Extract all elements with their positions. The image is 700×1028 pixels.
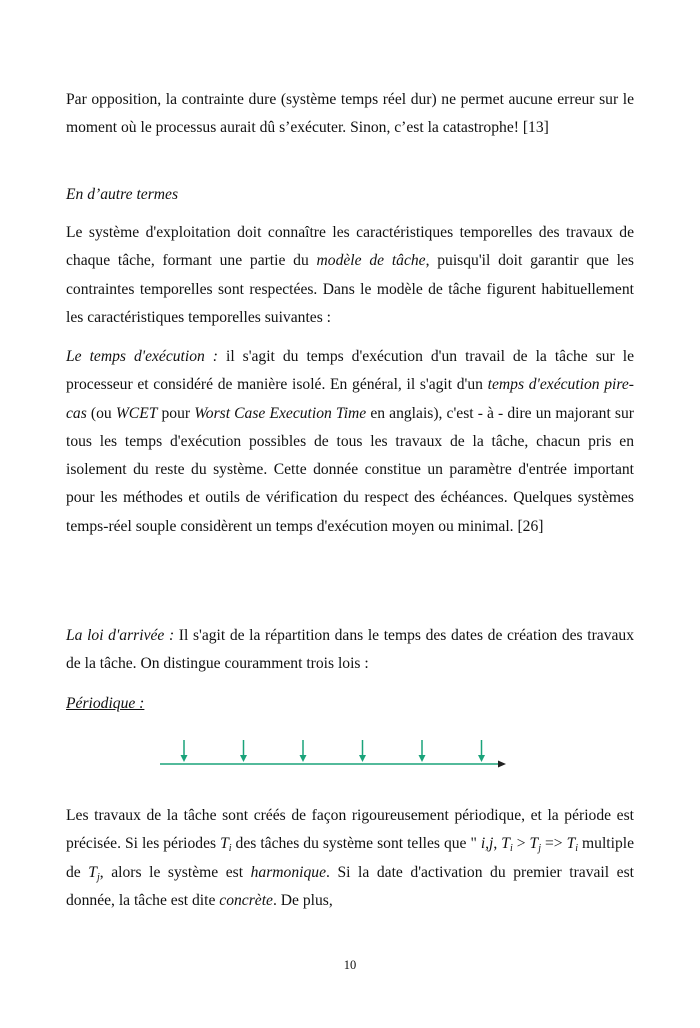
var-ij: i,j [480, 835, 494, 853]
heading-periodique: Périodique : [66, 695, 145, 712]
arrival-arrow [478, 740, 485, 762]
var-Ti-3: $T_i$ [566, 835, 579, 855]
term-wcet-long: temps d'exécution pire-cas [66, 376, 634, 422]
paragraph-periodic-description: Les travaux de la tâche sont créés de façon rigoureusement périodique, et la période est précisée. Si les périodes $T_i$ des tâches du système sont telles que " i,j, $T_i > T_j => T_i$ multiple de $T_j$, alors le système est harmonique. Si la date d'activation du premier travail est donnée, la tâche est dite concrète. De plus, [66, 807, 635, 909]
term-temps-execution: Le temps d'exécution : [66, 348, 218, 365]
arrival-arrow [300, 740, 307, 762]
heading-en-d-autre-termes: En d’autre termes [66, 186, 179, 203]
term-concrete: concrète [219, 891, 273, 909]
term-worst-case: Worst Case Execution Time [194, 404, 367, 422]
term-modele-de-tache: modèle de tâche [316, 252, 426, 270]
term-loi-arrivee: La loi d'arrivée : [66, 627, 175, 644]
time-axis-arrowhead [498, 761, 506, 768]
page-number: 10 [343, 958, 357, 972]
periodic-arrivals-diagram [160, 738, 520, 778]
arrival-arrow [419, 740, 426, 762]
arrival-arrow [181, 740, 188, 762]
paragraph-arrival-law: La loi d'arrivée : Il s'agit de la répartition dans le temps des dates de création des travaux de la tâche. On distingue couramment trois lois : [66, 627, 635, 673]
paragraph-hard-constraint: Par opposition, la contrainte dure (système temps réel dur) ne permet aucune erreur sur le moment où le processus aurait dû s’exécuter. Sinon, c’est la catastrophe! [13] [66, 91, 634, 137]
paragraph-execution-time: Le temps d'exécution : il s'agit du temps d'exécution d'un travail de la tâche sur le processeur et considéré de manière isolé. En général, il s'agit d'un temps d'exécution pire-cas (ou WCET pour Worst Case Execution Time en anglais), c'est - à - dire un majorant sur tous les temps d'exécution possibles de tous les travaux de la tâche, chacun pris en isolement du reste du système. Cette donnée constitue un paramètre d'entrée important pour les méthodes et outils de vérification du respect des échéances. Quelques systèmes temps-réel souple considèrent un temps d'exécution moyen ou minimal. [26] [66, 348, 634, 535]
paragraph-task-model: Le système d'exploitation doit connaître les caractéristiques temporelles des travaux de chaque tâche, formant une partie du modèle de tâche, puisqu'il doit garantir que les contraintes temporelles sont respectées. Dans le modèle de tâche figurent habituellement les caractéristiques temporelles suivantes : [66, 224, 634, 326]
term-wcet: WCET [115, 404, 158, 422]
var-Tj: $T_j$ [529, 835, 542, 855]
term-harmonique: harmonique [250, 863, 326, 881]
arrival-arrows [181, 740, 486, 762]
var-Ti-2: $T_i$ [501, 835, 513, 855]
arrival-arrow [359, 740, 366, 762]
var-Tj-2: $T_j$ [88, 863, 100, 883]
arrival-arrow [240, 740, 247, 762]
var-Ti: $T_i$ [220, 835, 232, 855]
